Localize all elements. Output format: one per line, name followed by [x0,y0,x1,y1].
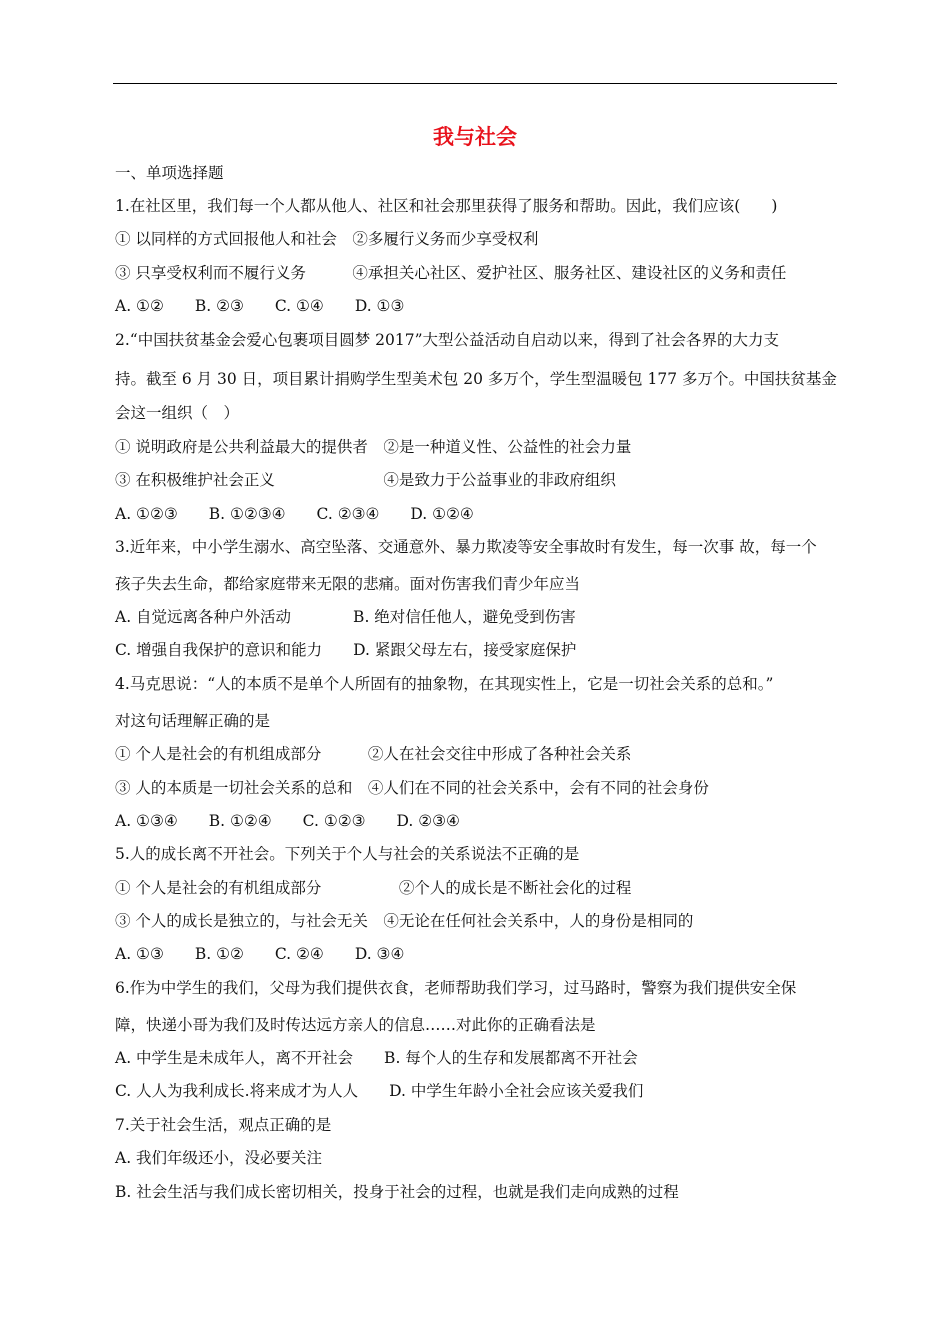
question-5-statements-b: ③ 个人的成长是独立的，与社会无关 ④无论在任何社会关系中，人的身份是相同的 [115,912,694,930]
question-3-stem-1: 3.近年来，中小学生溺水、高空坠落、交通意外、暴力欺凌等安全事故时有发生，每一次事 故，每一个 [115,538,817,556]
question-2-statements-b: ③ 在积极维护社会正义 ④是致力于公益事业的非政府组织 [115,471,616,489]
question-7-option-a: A. 我们年级还小，没必要关注 [115,1149,323,1167]
question-7-stem: 7.关于社会生活，观点正确的是 [115,1116,332,1134]
section-heading: 一、单项选择题 [115,164,224,182]
question-1-statements-b: ③ 只享受权利而不履行义务 ④承担关心社区、爱护社区、服务社区、建设社区的义务和责任 [115,264,787,282]
question-2-stem-3: 会这一组织（ ） [115,404,240,422]
question-5-options: A. ①③ B. ①② C. ②④ D. ③④ [115,945,405,963]
question-6-stem-2: 障，快递小哥为我们及时传达远方亲人的信息……对此你的正确看法是 [115,1016,596,1034]
question-2-stem-2: 持。截至 6 月 30 日，项目累计捐购学生型美术包 20 多万个，学生型温暖包 177 多万个。中国扶贫基金 [115,370,837,388]
question-4-stem-2: 对这句话理解正确的是 [115,712,271,730]
question-2-statements-a: ① 说明政府是公共利益最大的提供者 ②是一种道义性、公益性的社会力量 [115,438,632,456]
question-6-options-b: C. 人人为我利成长.将来成才为人人 D. 中学生年龄小全社会应该关爱我们 [115,1082,644,1100]
question-3-stem-2: 孩子失去生命，都给家庭带来无限的悲痛。面对伤害我们青少年应当 [115,575,581,593]
question-4-stem-1: 4.马克思说：“人的本质不是单个人所固有的抽象物，在其现实性上，它是一切社会关系的总和。” [115,675,774,693]
question-1-options: A. ①② B. ②③ C. ①④ D. ①③ [115,297,405,315]
question-1-statements-a: ① 以同样的方式回报他人和社会 ②多履行义务而少享受权利 [115,230,539,248]
header-rule [113,83,837,84]
question-3-options-b: C. 增强自我保护的意识和能力 D. 紧跟父母左右，接受家庭保护 [115,641,577,659]
question-2-options: A. ①②③ B. ①②③④ C. ②③④ D. ①②④ [115,505,474,523]
question-4-options: A. ①③④ B. ①②④ C. ①②③ D. ②③④ [115,812,460,830]
question-1-stem: 1.在社区里，我们每一个人都从他人、社区和社会那里获得了服务和帮助。因此，我们应该( ) [115,197,778,215]
question-7-option-b: B. 社会生活与我们成长密切相关，投身于社会的过程，也就是我们走向成熟的过程 [115,1183,679,1201]
question-3-options-a: A. 自觉远离各种户外活动 B. 绝对信任他人，避免受到伤害 [115,608,576,626]
question-5-stem: 5.人的成长离不开社会。下列关于个人与社会的关系说法不正确的是 [115,845,580,863]
question-2-stem-1: 2.“中国扶贫基金会爱心包裹项目圆梦 2017”大型公益活动自启动以来，得到了社会各界的大力支 [115,331,780,349]
question-4-statements-a: ① 个人是社会的有机组成部分 ②人在社会交往中形成了各种社会关系 [115,745,632,763]
page-title: 我与社会 [433,125,517,149]
question-6-options-a: A. 中学生是未成年人，离不开社会 B. 每个人的生存和发展都离不开社会 [115,1049,638,1067]
question-4-statements-b: ③ 人的本质是一切社会关系的总和 ④人们在不同的社会关系中，会有不同的社会身份 [115,779,709,797]
question-6-stem-1: 6.作为中学生的我们，父母为我们提供衣食，老师帮助我们学习，过马路时，警察为我们提供安全保 [115,979,797,997]
question-5-statements-a: ① 个人是社会的有机组成部分 ②个人的成长是不断社会化的过程 [115,879,632,897]
